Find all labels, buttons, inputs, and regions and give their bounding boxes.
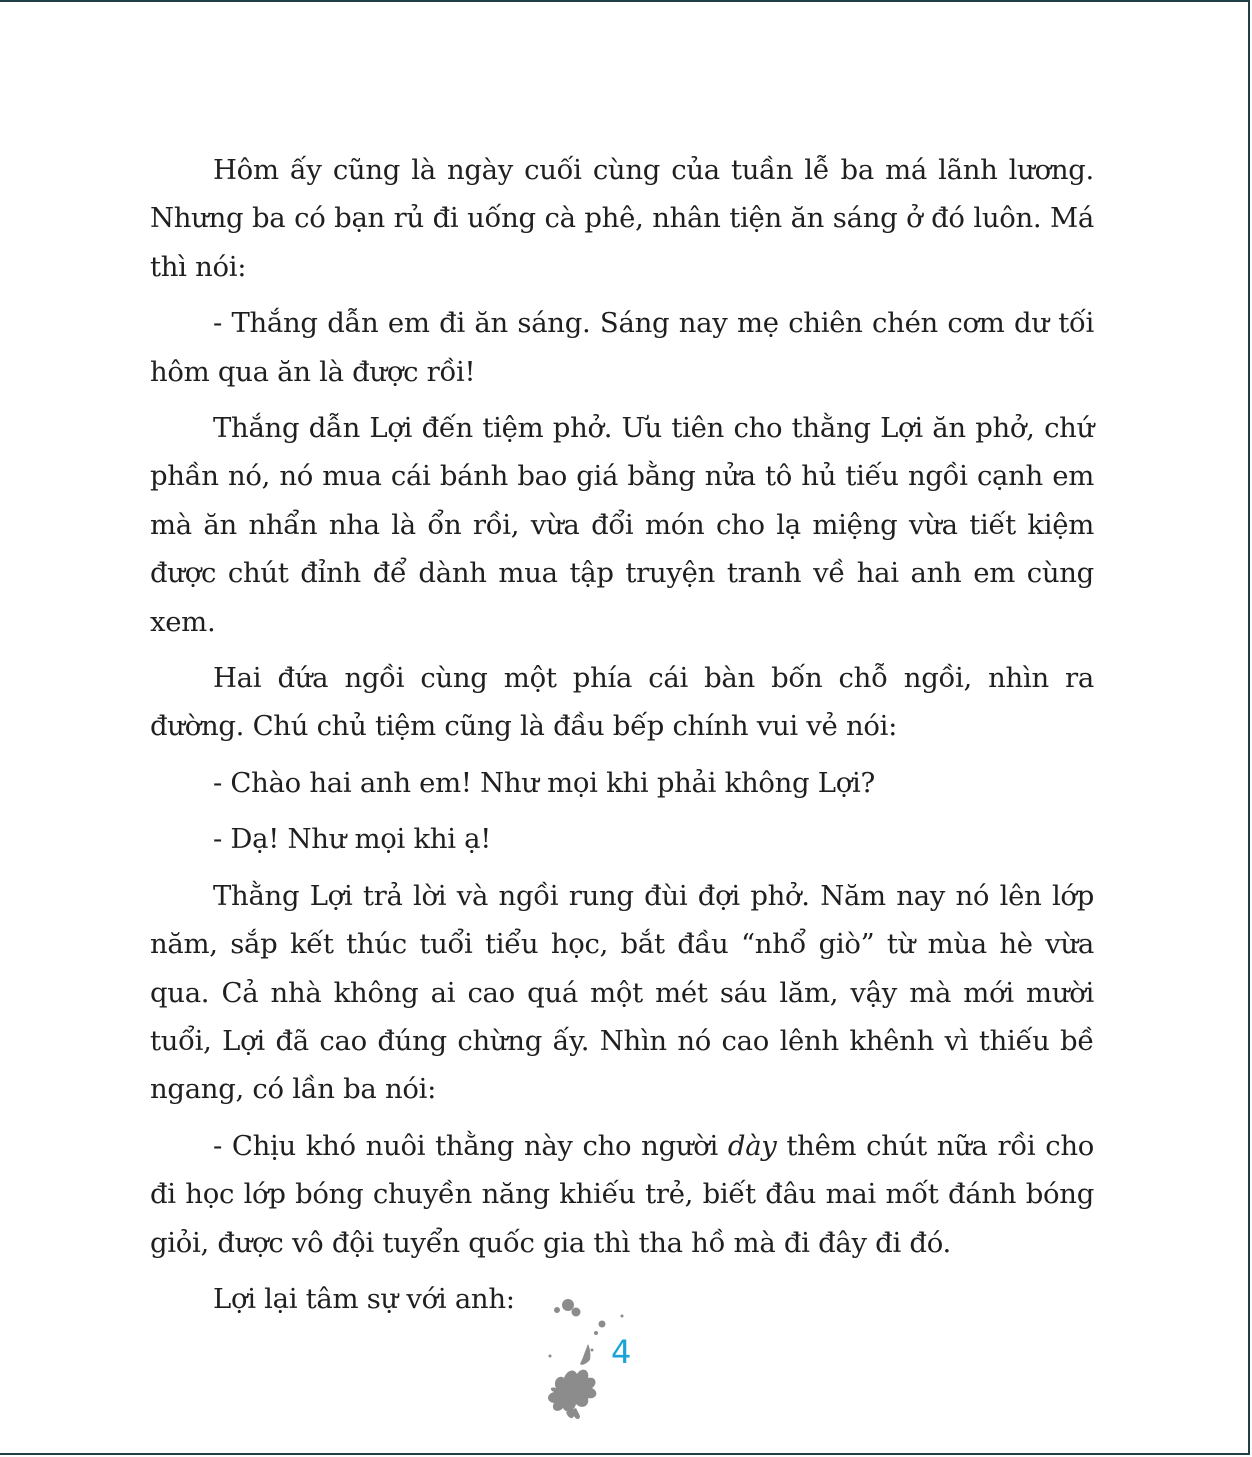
paragraph-9: Lợi lại tâm sự với anh: xyxy=(213,1282,515,1315)
paragraph-5-dialogue: - Chào hai anh em! Như mọi khi phải không Lợi? xyxy=(213,766,875,799)
ink-drop xyxy=(572,1308,581,1317)
paragraph-8-after: thêm chút nữa rồi cho đi học lớp bóng chuyền năng khiếu trẻ, biết đâu mai mốt đánh bóng giỏi, được vô đội tuyển quốc gia thì tha hồ mà đi đây đi đó. xyxy=(150,1129,1094,1259)
paragraph-4: Hai đứa ngồi cùng một phía cái bàn bốn chỗ ngồi, nhìn ra đường. Chú chủ tiệm cũng là đầu bếp chính vui vẻ nói: xyxy=(150,662,1094,743)
paragraph-7: Thằng Lợi trả lời và ngồi rung đùi đợi phở. Năm nay nó lên lớp năm, sắp kết thúc tuổi tiểu học, bắt đầu “nhổ giò” từ mùa hè vừa qua. Cả nhà không ai cao quá một mét sáu lăm, vậy mà mới mười tuổi, Lợi đã cao đúng chừng ấy. Nhìn nó cao lênh khênh vì thiếu bề ngang, có lần ba nói: xyxy=(150,879,1094,1106)
paragraph-6-dialogue: - Dạ! Như mọi khi ạ! xyxy=(213,823,492,856)
ink-drop xyxy=(599,1321,606,1328)
ink-drop xyxy=(591,1349,594,1352)
paragraph-1: Hôm ấy cũng là ngày cuối cùng của tuần lễ ba má lãnh lương. Nhưng ba có bạn rủ đi uống cà phê, nhân tiện ăn sáng ở đó luôn. Má thì nói: xyxy=(150,154,1094,283)
ink-splash xyxy=(548,1370,596,1412)
paragraph-2-dialogue: - Thắng dẫn em đi ăn sáng. Sáng nay mẹ chiên chén cơm dư tối hôm qua ăn là được rồi! xyxy=(150,307,1094,388)
paragraph-8-dialogue xyxy=(150,1122,1094,1267)
paragraph-8-before: - Chịu khó nuôi thằng này cho người xyxy=(213,1129,728,1162)
paragraph-3: Thắng dẫn Lợi đến tiệm phở. Ưu tiên cho thằng Lợi ăn phở, chứ phần nó, nó mua cái bánh bao giá bằng nửa tô hủ tiếu ngồi cạnh em mà ăn nhẩn nha là ổn rồi, vừa đổi món cho lạ miệng vừa tiết kiệm được chút đỉnh để dành mua tập truyện tranh về hai anh em cùng xem. xyxy=(150,412,1094,638)
ink-drop xyxy=(549,1355,552,1358)
ink-drop xyxy=(562,1299,574,1311)
ink-drop xyxy=(594,1331,598,1335)
ink-stroke xyxy=(580,1344,590,1365)
page-number: 4 xyxy=(611,1333,632,1371)
ink-drop xyxy=(554,1307,560,1313)
ink-splash-ornament xyxy=(530,1290,650,1430)
ink-drop xyxy=(621,1315,624,1318)
paragraph-8-emphasis: dày xyxy=(727,1129,777,1162)
text-body xyxy=(150,146,1094,1331)
